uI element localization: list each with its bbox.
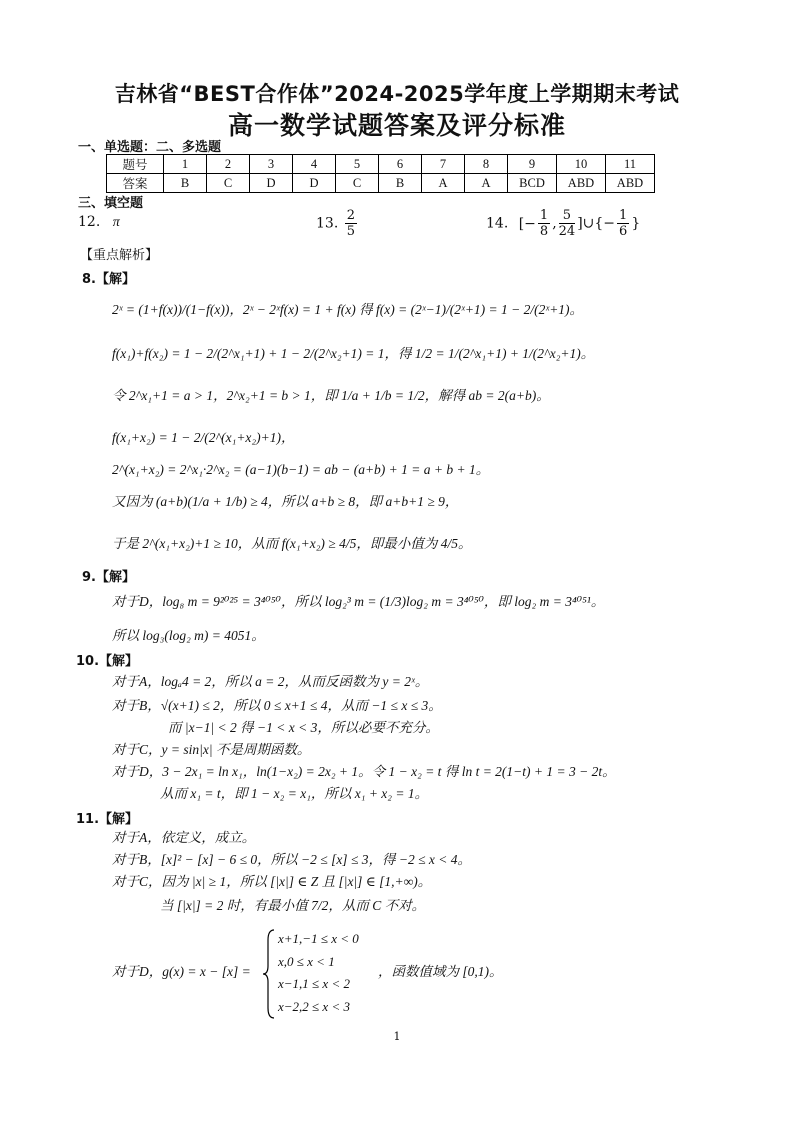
table-header-cell: 题号 [107,155,164,174]
fraction: $\frac{2}{5}$ [346,208,355,239]
table-cell: A [422,174,465,193]
q10-line-6: 从而 x₁ = t，即 1 − x₂ = x₁，所以 x₁ + x₂ = 1。 [160,786,429,801]
answer-table-row-numbers [107,155,655,174]
fraction: $\frac{1}{8}$ [539,208,549,239]
q10-line-2: 对于B，√(x+1) ≤ 2，所以 0 ≤ x+1 ≤ 4，从而 −1 ≤ x ≤ 3。 [112,698,442,713]
q10-line-1: 对于A，logₐ4 = 2，所以 a = 2，从而反函数为 y = 2ˣ。 [112,674,429,689]
table-cell: D [250,174,293,193]
q8-line-3: 令 2^x₁+1 = a > 1，2^x₂+1 = b > 1，即 1/a + 1/b = 1/2，解得 ab = 2(a+b)。 [112,388,550,403]
table-cell: 3 [250,155,293,174]
table-cell: 5 [336,155,379,174]
table-cell: 6 [379,155,422,174]
answer-q12 [78,214,120,231]
answer-value: π [112,215,120,230]
table-cell: BCD [508,174,557,193]
q8-line-5: 2^(x₁+x₂) = 2^x₁·2^x₂ = (a−1)(b−1) = ab − (a+b) + 1 = a + b + 1。 [112,462,490,477]
section-heading-choice: 一、单选题：二、多选题 [78,140,222,155]
piecewise-case: x+1,−1 ≤ x < 0 [278,931,359,946]
table-cell: ABD [606,174,655,193]
q8-heading: 8.【解】 [82,272,135,287]
table-cell: C [336,174,379,193]
q8-line-2: f(x₁)+f(x₂) = 1 − 2/(2^x₁+1) + 1 − 2/(2^x₂+1) = 1，得 1/2 = 1/(2^x₁+1) + 1/(2^x₂+1)。 [112,346,595,361]
q9-line-1: 对于D，log₈ m = 9²⁰²⁵ = 3⁴⁰⁵⁰，所以 log₂³ m = (1/3)log₂ m = 3⁴⁰⁵⁰，即 log₂ m = 3⁴⁰⁵¹。 [112,594,605,609]
q11-line-5-prefix: 对于D，g(x) = x − [x] = [112,964,251,979]
answer-q14: 14. [− $\frac{1}{8}$ , $\frac{5}{24}$ ]∪{− $\frac{1}{6}$ } [486,208,641,239]
answer-q13 [316,208,359,239]
section-heading-fill: 三、填空题 [78,196,144,211]
analysis-label: 【重点解析】 [80,248,159,263]
table-cell: 2 [207,155,250,174]
fraction: $\frac{1}{6}$ [619,208,628,239]
q11-heading: 11.【解】 [76,812,139,827]
q11-line-2: 对于B，[x]² − [x] − 6 ≤ 0，所以 −2 ≤ [x] ≤ 3，得 −2 ≤ x < 4。 [112,852,471,867]
table-cell: 7 [422,155,465,174]
q8-line-6: 又因为 (a+b)(1/a + 1/b) ≥ 4，所以 a+b ≥ 8，即 a+b+1 ≥ 9， [112,494,459,509]
table-cell: 8 [465,155,508,174]
table-cell: 4 [293,155,336,174]
exam-title: 吉林省“BEST合作体”2024-2025学年度上学期期末考试 [114,82,680,106]
question-number: 13. [316,215,339,232]
q11-line-1: 对于A，依定义，成立。 [112,830,256,845]
table-cell: 1 [164,155,207,174]
table-cell: C [207,174,250,193]
piecewise-case: x−2,2 ≤ x < 3 [278,998,350,1014]
answer-table [106,154,655,193]
table-cell: 11 [606,155,655,174]
q11-line-4: 当 [|x|] = 2 时，有最小值 7/2，从而 C 不对。 [160,898,426,913]
q10-heading: 10.【解】 [76,654,139,669]
piecewise-case: x,0 ≤ x < 1 [278,953,335,969]
table-cell: 10 [557,155,606,174]
q10-line-3: 而 |x−1| < 2 得 −1 < x < 3，所以必要不充分。 [168,720,439,735]
table-cell: A [465,174,508,193]
table-cell: 9 [508,155,557,174]
table-cell: ABD [557,174,606,193]
question-number: 14. [486,215,509,232]
q8-line-4: f(x₁+x₂) = 1 − 2/(2^(x₁+x₂)+1)， [112,430,295,445]
q11-line-5-suffix: ，函数值域为 [0,1)。 [378,964,503,979]
table-cell: D [293,174,336,193]
answer-table-row-answers [107,174,655,193]
fraction: $\frac{5}{24}$ [558,208,576,239]
q8-line-7: 于是 2^(x₁+x₂)+1 ≥ 10，从而 f(x₁+x₂) ≥ 4/5，即最小值为 4/5。 [112,536,472,551]
q10-line-4: 对于C，y = sin|x| 不是周期函数。 [112,742,311,757]
table-header-cell: 答案 [107,174,164,193]
page-number: 1 [393,1030,401,1043]
q11-line-3: 对于C，因为 |x| ≥ 1，所以 [|x|] ∈ Z 且 [|x|] ∈ [1,+∞)。 [112,874,432,889]
piecewise-cases [278,928,359,1018]
table-cell: B [379,174,422,193]
exam-subtitle: 高一数学试题答案及评分标准 [227,111,566,140]
q9-line-2: 所以 log₃(log₂ m) = 4051。 [112,628,265,643]
q8-line-1: 2ˣ = (1+f(x))/(1−f(x))，2ˣ − 2ˣf(x) = 1 + f(x) 得 f(x) = (2ˣ−1)/(2ˣ+1) = 1 − 2/(2ˣ+1)。 [112,302,584,317]
piecewise-brace-icon [262,928,276,1020]
q10-line-5: 对于D，3 − 2x₁ = ln x₁，ln(1−x₂) = 2x₂ + 1。令 1 − x₂ = t 得 ln t = 2(1−t) + 1 = 3 − 2t。 [112,764,616,779]
q9-heading: 9.【解】 [82,570,135,585]
piecewise-case: x−1,1 ≤ x < 2 [278,976,350,991]
table-cell: B [164,174,207,193]
question-number: 12. [78,214,101,230]
